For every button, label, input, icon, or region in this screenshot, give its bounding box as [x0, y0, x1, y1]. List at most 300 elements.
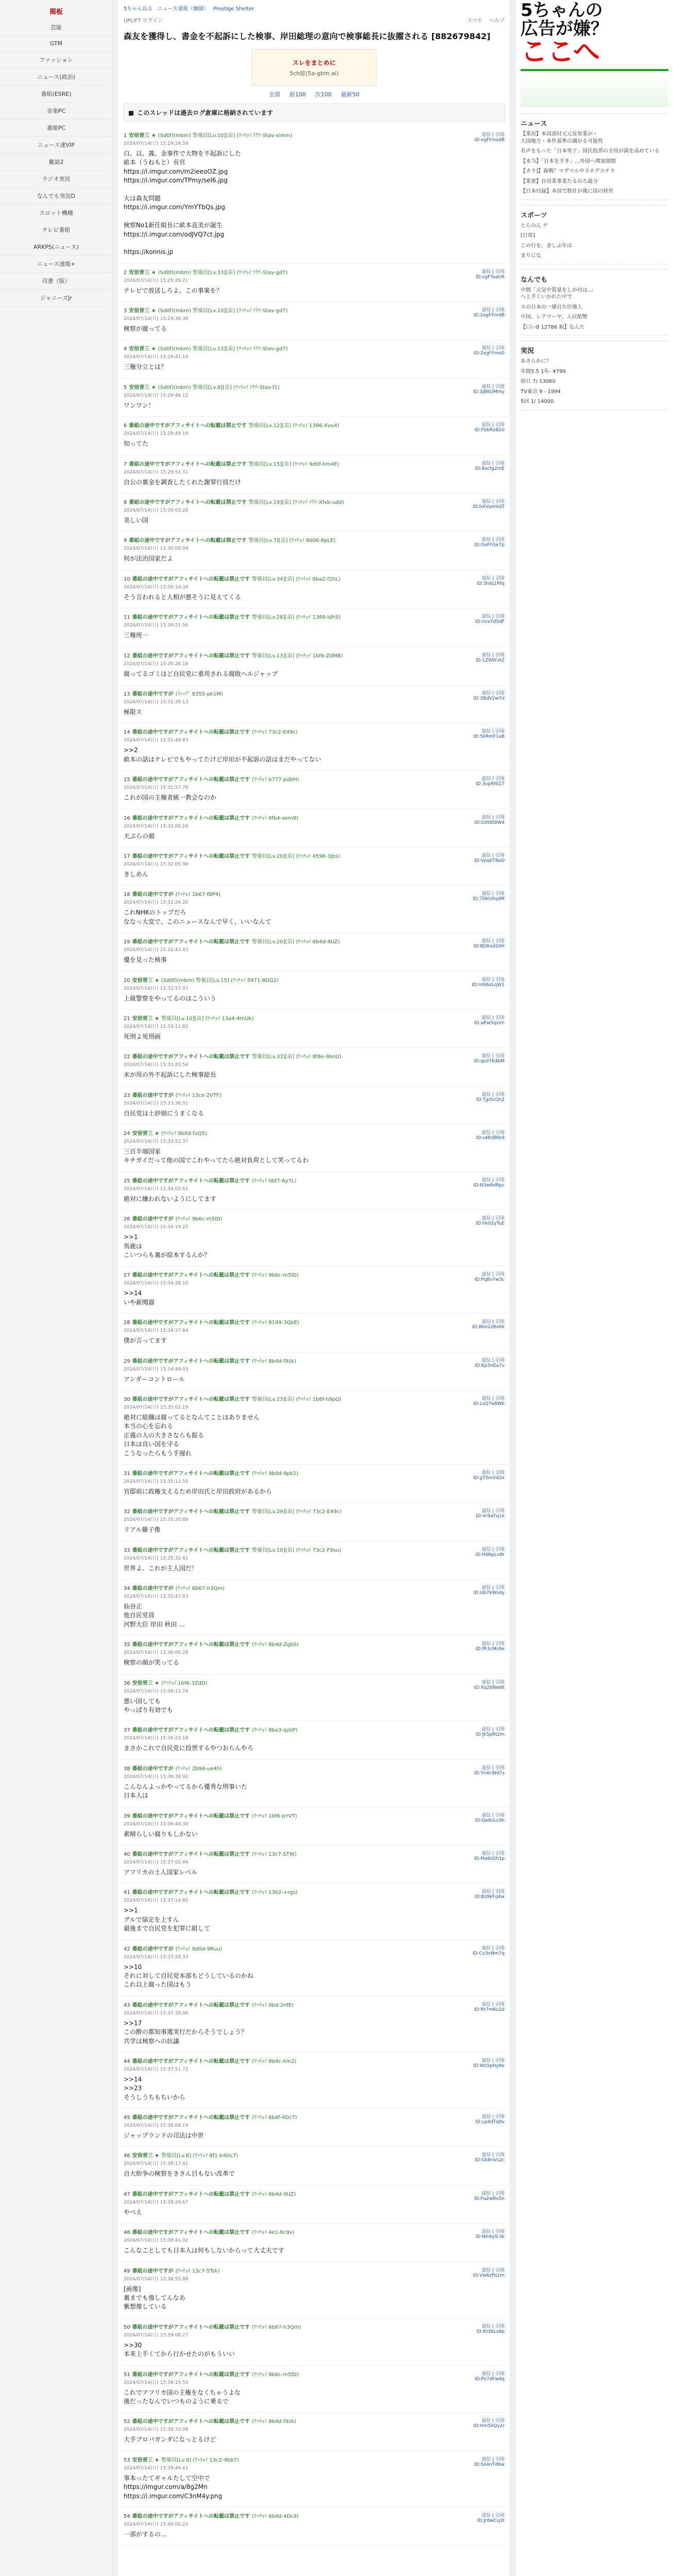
post-id[interactable]: ID:8xcfg2mE [475, 466, 505, 471]
quote-link[interactable]: 引用 [495, 690, 505, 696]
sidebar-item[interactable]: 司書（版） [0, 273, 112, 290]
post-id[interactable]: ID:qzd7K4bM [474, 1059, 505, 1064]
post-number[interactable]: 39 [124, 1813, 130, 1819]
breadcrumb-item[interactable]: Prestige Shelter [213, 6, 254, 12]
reply-link[interactable]: 返信 [481, 939, 491, 944]
post-id[interactable]: ID:Jk5pRt2m [475, 1732, 505, 1738]
post-id[interactable]: ID:OeFhSe7p [474, 543, 505, 548]
reply-link[interactable]: 返信 [481, 614, 491, 620]
post-header [124, 1014, 505, 1022]
post-number[interactable]: 49 [124, 2268, 130, 2274]
reply-link[interactable]: 返信 [481, 1470, 491, 1476]
post-id[interactable]: ID:FbbRxB2o [474, 428, 505, 433]
post-id[interactable]: ID:VpqkT8eD [474, 858, 505, 863]
quote-link[interactable]: 引用 [495, 1358, 505, 1363]
quote-link[interactable]: 引用 [495, 1945, 505, 1951]
post-id[interactable]: ID:Kp3nEa7v [475, 1363, 505, 1368]
quote-link[interactable]: 引用 [495, 1272, 505, 1278]
reply-link[interactable]: 返信 [481, 1396, 491, 1401]
post-id[interactable]: ID:7DkU0qdM [473, 896, 505, 902]
post-id[interactable]: ID:Vr9aTq1k [476, 1514, 505, 1519]
reply-link[interactable]: 返信 [481, 1765, 491, 1771]
reply-link[interactable]: 返信 [481, 2229, 491, 2235]
post-actions: 返信 | 引用 ID:Cv3xNm7q [472, 1945, 505, 1956]
post-body: 末が用の外不起訴にした検事総長 [124, 1071, 217, 1079]
post-id[interactable]: ID:G0t8t9W4 [474, 820, 505, 825]
post-number[interactable]: 32 [124, 1509, 130, 1515]
reply-link[interactable]: 返信 [481, 537, 491, 543]
right-section-item[interactable]: 中国、レアワーヤ、人民紙幣 [521, 314, 588, 320]
post-id[interactable]: ID:gT5mVd2x [473, 1475, 505, 1481]
quote-link[interactable]: 引用 [495, 461, 505, 466]
quote-link[interactable]: 引用 [495, 308, 505, 313]
quote-link[interactable]: 引用 [495, 2058, 505, 2063]
sidebar-item[interactable]: ファッション [0, 52, 112, 69]
post-list [118, 127, 510, 2546]
post-id[interactable]: ID:2xgf-Ymd0 [474, 351, 505, 357]
post-id[interactable]: ID:Pq8vYw3c [474, 1277, 505, 1283]
sidebar-item[interactable]: 雑談2 [0, 154, 112, 171]
post-header [124, 1357, 505, 1364]
reply-link[interactable]: 返信 [481, 1547, 491, 1552]
post-date: 2024/07/14(日) 15:35:47.03 [124, 1594, 188, 1600]
reply-link[interactable]: 返信 [481, 422, 491, 428]
post-number[interactable]: 20 [124, 977, 130, 984]
post [118, 494, 510, 532]
reply-link[interactable]: 返信 [481, 2191, 491, 2196]
post-number[interactable]: 36 [124, 1680, 130, 1686]
post-id[interactable]: ID:fR3cMz9e [475, 1647, 505, 1652]
post-id[interactable]: ID:Vw6zPa1m [473, 2273, 505, 2278]
post-date: 2024/07/14(日) 15:33:52.37 [124, 1139, 188, 1145]
post-number[interactable]: 17 [124, 853, 130, 859]
post-id[interactable]: ID:Rt7mKc2d [474, 2007, 505, 2012]
reply-link[interactable]: 返信 [481, 2153, 491, 2158]
reply-link[interactable]: 返信 [481, 1509, 491, 1514]
right-section-item[interactable]: あきらかに？ [521, 359, 551, 364]
post-actions: 返信 | 引用 ID:Jk5pRt2m [475, 1727, 505, 1738]
post-id[interactable]: ID:hk02yTuE [476, 1221, 505, 1227]
sidebar-item[interactable]: 番組(ESRE) [0, 86, 112, 103]
post-id[interactable]: ID:nnxYdSdF [475, 619, 505, 625]
post-id[interactable]: ID:aPw5qsVn [474, 1020, 505, 1026]
post-id[interactable]: ID:3vpRf0Z7 [475, 782, 505, 787]
post-id[interactable]: ID:Kt3bLs8p [476, 2329, 505, 2334]
post-id[interactable]: ID:Xq2bNw8t [474, 1685, 505, 1690]
quote-link[interactable]: 引用 [495, 1547, 505, 1552]
quote-link[interactable]: 引用 [495, 1470, 505, 1476]
quote-link[interactable]: 引用 [495, 1092, 505, 1097]
post-number[interactable]: 50 [124, 2324, 130, 2330]
right-section-item[interactable]: 【業況】本国部付元元見常業が・ 大国地方・本件基準の調がる可能性 [521, 131, 603, 144]
post-number[interactable]: 54 [124, 2513, 130, 2519]
post-id[interactable]: ID:Jr8wCq3t [477, 2518, 505, 2523]
post-id[interactable]: ID:mN6zLqW1 [472, 982, 505, 988]
help-link[interactable]: ヘルプ [489, 18, 505, 24]
post-number[interactable]: 19 [124, 939, 130, 945]
mid-ad[interactable] [252, 49, 376, 86]
reply-link[interactable]: 返信 [481, 1319, 491, 1325]
post-number[interactable]: 43 [124, 2002, 130, 2008]
post-number[interactable]: 10 [124, 576, 130, 582]
post-body: >>14 >>23 そうしうちもちいから [124, 2075, 186, 2101]
login-link[interactable]: UPLIFT ログイン [124, 18, 163, 24]
reply-link[interactable]: 返信 [481, 1641, 491, 1647]
quote-link[interactable]: 引用 [495, 537, 505, 543]
reply-link[interactable]: 返信 [481, 1727, 491, 1733]
post-number[interactable]: 15 [124, 777, 130, 783]
post-id[interactable]: ID:Ws5pHy8e [473, 2063, 505, 2069]
right-section-item[interactable]: 名声をもった「日本男子」国民投票の全員が満を高めている [521, 148, 660, 154]
post-number[interactable]: 42 [124, 1946, 130, 1952]
right-section-item[interactable]: 【日本付録】本国で数社が後に国の経世 [521, 189, 613, 194]
sidebar-item[interactable]: テレビ番組 [0, 222, 112, 239]
post-number[interactable]: 7 [124, 461, 127, 467]
reply-link[interactable]: 返信 [481, 1889, 491, 1895]
sidebar-item[interactable]: ニュース速VIP [0, 137, 112, 154]
reply-link[interactable]: 返信 [481, 1585, 491, 1591]
quote-link[interactable]: 引用 [495, 1054, 505, 1059]
post [118, 379, 510, 417]
post-author: 番組の途中ですがアフィサイトへの転載は禁止です [129, 500, 247, 506]
post-date: 2024/07/14(日) 15:40:00.22 [124, 2521, 188, 2527]
reply-link[interactable]: 返信 [481, 1092, 491, 1097]
reply-link[interactable]: 返信 [481, 2114, 491, 2120]
post-id[interactable]: ID:Hm5kQy2r [473, 2424, 505, 2429]
quote-link[interactable]: 引用 [495, 2114, 505, 2120]
quote-link[interactable]: 引用 [495, 384, 505, 389]
quote-link[interactable]: 引用 [495, 575, 505, 581]
sidebar-item[interactable]: 番組PC [0, 120, 112, 137]
post-id[interactable]: ID:Gk8nVs2c [475, 2158, 505, 2163]
post-id[interactable]: ID:BDKsd20H [473, 944, 505, 950]
quote-link[interactable]: 引用 [495, 652, 505, 658]
quote-link[interactable]: 引用 [495, 1015, 505, 1021]
post-body: ワンワン！ [124, 401, 155, 409]
sidebar-item[interactable]: GTM [0, 36, 112, 52]
quote-link[interactable]: 引用 [495, 1509, 505, 1514]
quote-link[interactable]: 引用 [495, 2324, 505, 2329]
post-id[interactable]: ID:s4RdBfe9 [476, 1136, 505, 1141]
quote-link[interactable]: 引用 [495, 2153, 505, 2158]
quote-link[interactable]: 引用 [495, 2513, 505, 2518]
quote-link[interactable]: 引用 [495, 2229, 505, 2235]
quote-link[interactable]: 引用 [495, 499, 505, 505]
reply-link[interactable]: 返信 [481, 1177, 491, 1183]
post-number[interactable]: 4 [124, 346, 127, 352]
post-number[interactable]: 5 [124, 384, 127, 391]
reply-link[interactable]: 返信 [481, 729, 491, 735]
reply-link[interactable]: 返信 [481, 2456, 491, 2462]
post-id[interactable]: ID:Lp4dTq9v [475, 2120, 505, 2125]
right-section-item[interactable]: とらのん ゲ [521, 223, 548, 229]
post-number[interactable]: 28 [124, 1320, 130, 1326]
post-number[interactable]: 24 [124, 1131, 130, 1137]
tab-prev-100[interactable]: 前100 [289, 91, 306, 98]
reply-link[interactable]: 返信 [481, 499, 491, 505]
reply-link[interactable]: 返信 [481, 891, 491, 897]
post-trip: (ﾜｯﾁｮｲ 9b0d-9pk2) [252, 1470, 299, 1477]
right-section-item[interactable]: この行を、金しぶ年は [521, 243, 572, 249]
post-number[interactable]: 40 [124, 1852, 130, 1857]
post [118, 1465, 510, 1503]
sidebar-item[interactable]: なんでも実況D [0, 188, 112, 205]
post-header [124, 2190, 505, 2197]
breadcrumb-item[interactable]: 5ちゃんねる [124, 6, 153, 12]
post-id[interactable]: ID:Hd6pLn8r [475, 1552, 505, 1557]
reply-link[interactable]: 返信 [481, 1680, 491, 1685]
quote-link[interactable]: 引用 [495, 2371, 505, 2377]
reply-link[interactable]: 返信 [481, 815, 491, 820]
post-number[interactable]: 26 [124, 1216, 130, 1223]
post-id[interactable]: ID:Pz7dFw4q [474, 2376, 505, 2382]
post-actions: 返信 | 引用 ID:gT5mVd2x [473, 1470, 505, 1481]
reply-link[interactable]: 返信 [481, 2371, 491, 2377]
post-number[interactable]: 18 [124, 892, 130, 898]
post-header [124, 1764, 505, 1772]
reply-link[interactable]: 返信 [481, 1945, 491, 1951]
post-number[interactable]: 33 [124, 1547, 130, 1553]
post-number[interactable]: 6 [124, 423, 127, 429]
post-id[interactable]: ID:vgFYaaU6 [475, 274, 505, 280]
post-number[interactable]: 23 [124, 1092, 130, 1098]
reply-link[interactable]: 返信 [481, 1054, 491, 1059]
post-id[interactable]: ID:Sx4nTd6w [474, 2462, 505, 2467]
quote-link[interactable]: 引用 [495, 132, 505, 138]
quote-link[interactable]: 引用 [495, 939, 505, 944]
breadcrumb-item[interactable]: ニュース速報（嫌儲） [157, 6, 209, 12]
post-id[interactable]: ID:2xgf-YmdB [473, 313, 505, 318]
post-header [124, 1395, 505, 1402]
post-number[interactable]: 52 [124, 2419, 130, 2425]
reply-link[interactable]: 返信 [481, 977, 491, 982]
post-number[interactable]: 27 [124, 1273, 130, 1279]
quote-link[interactable]: 引用 [495, 1130, 505, 1136]
reply-link[interactable]: 返信 [481, 575, 491, 581]
post-number[interactable]: 31 [124, 1470, 130, 1477]
post [118, 685, 510, 723]
reply-link[interactable]: 返信 [481, 346, 491, 351]
post-header [124, 2001, 505, 2008]
reply-link[interactable]: 返信 [481, 461, 491, 466]
quote-link[interactable]: 引用 [495, 1396, 505, 1401]
sidebar-item[interactable]: ラジオ実況 [0, 171, 112, 188]
quote-link[interactable]: 引用 [495, 1641, 505, 1647]
reply-link[interactable]: 返信 [481, 2058, 491, 2063]
post-trip: (ﾜｯﾁｮｲ 13c7-5Tsk) [175, 2268, 220, 2274]
reply-link[interactable]: 返信 [481, 1812, 491, 1818]
right-section-item[interactable]: 5回 1/ 14000 [521, 399, 554, 404]
post-number[interactable]: 29 [124, 1358, 130, 1364]
quote-link[interactable]: 引用 [495, 2267, 505, 2273]
sidebar-item[interactable]: ARKPS(ニュース) [0, 239, 112, 256]
post-id[interactable]: ID:Wm2zRx6k [472, 1325, 505, 1330]
quote-link[interactable]: 引用 [495, 853, 505, 858]
post-number[interactable]: 44 [124, 2058, 130, 2064]
right-section-item[interactable]: 【カラ]】森戦？マグマル中ラネグステラ [521, 168, 615, 174]
quote-link[interactable]: 引用 [495, 1812, 505, 1818]
quote-link[interactable]: 引用 [495, 614, 505, 620]
post-number[interactable]: 47 [124, 2191, 130, 2197]
reply-link[interactable]: 返信 [481, 1130, 491, 1136]
sidebar-item[interactable]: 音楽PC [0, 103, 112, 120]
reply-link[interactable]: 返信 [481, 1216, 491, 1222]
reply-link[interactable]: 返信 [481, 132, 491, 138]
post-id[interactable]: ID:Ma6tGh1p [474, 1856, 505, 1861]
quote-link[interactable]: 引用 [495, 1680, 505, 1685]
post-id[interactable]: ID:3BdV2wTd [473, 696, 505, 701]
post-number[interactable]: 48 [124, 2230, 130, 2236]
post-number[interactable]: 12 [124, 653, 130, 659]
reply-link[interactable]: 返信 [481, 269, 491, 275]
post-trip: (ﾜｯﾁｮｲ 4e1-6c9v) [252, 2230, 295, 2236]
reply-link[interactable]: 返信 [481, 384, 491, 389]
reply-link[interactable]: 返信 [481, 2513, 491, 2518]
reply-link[interactable]: 返信 [481, 2267, 491, 2273]
post-number[interactable]: 51 [124, 2371, 130, 2378]
reply-link[interactable]: 返信 [481, 1851, 491, 1856]
reply-link[interactable]: 返信 [481, 308, 491, 313]
reply-link[interactable]: 返信 [481, 1358, 491, 1363]
reply-link[interactable]: 返信 [481, 2324, 491, 2329]
right-section-item[interactable]: スの日本の一連自ち位地人 [521, 304, 582, 310]
quote-link[interactable]: 引用 [495, 346, 505, 351]
tab-latest-50[interactable]: 最新50 [341, 91, 359, 98]
post-number[interactable]: 34 [124, 1586, 130, 1592]
post-id[interactable]: ID:Fu2wRx5n [474, 2196, 505, 2201]
right-section-item[interactable]: 中間「元気中質量をしか付は..」 へ上手くいかれた中で [521, 287, 596, 300]
sidebar-item[interactable]: スロット機種 [0, 205, 112, 222]
post-number[interactable]: 8 [124, 500, 127, 506]
quote-link[interactable]: 引用 [495, 1177, 505, 1183]
sidebar-item[interactable]: ニュース速報+ [0, 256, 112, 273]
quote-link[interactable]: 引用 [495, 776, 505, 782]
quote-link[interactable]: 引用 [495, 1851, 505, 1856]
quote-link[interactable]: 引用 [495, 1889, 505, 1895]
right-section-item[interactable]: 【本当】「日本を手き」…外国へ増加期間 [521, 158, 616, 164]
post-id[interactable]: ID:5kRmF1a8 [473, 734, 505, 740]
post-author: 番組の途中ですがアフィサイトへの転載は禁止です [132, 1727, 250, 1734]
reply-link[interactable]: 返信 [481, 776, 491, 782]
quote-link[interactable]: 引用 [495, 2418, 505, 2424]
tab-all[interactable]: 全部 [269, 91, 280, 98]
post-number[interactable]: 9 [124, 538, 127, 544]
quote-link[interactable]: 引用 [495, 2456, 505, 2462]
post-id[interactable]: ID:1Z9AYvtZ [475, 657, 505, 663]
right-section-item[interactable]: まりにな [521, 253, 541, 259]
right-banner[interactable] [521, 0, 668, 108]
tab-next-100[interactable]: 次100 [315, 91, 332, 98]
reply-link[interactable]: 返信 [481, 1272, 491, 1278]
post-id[interactable]: ID:3tdq1Rfq [476, 581, 505, 586]
post-number[interactable]: 35 [124, 1642, 130, 1648]
post-number[interactable]: 46 [124, 2153, 130, 2159]
post-number[interactable]: 37 [124, 1727, 130, 1734]
post-id[interactable]: ID:Tjp5cGh2 [476, 1097, 505, 1103]
post-author: 安倍晋三 ★ [129, 308, 156, 314]
post [118, 2507, 510, 2546]
quote-link[interactable]: 引用 [495, 2191, 505, 2196]
post-number[interactable]: 16 [124, 815, 130, 821]
post-number[interactable]: 38 [124, 1766, 130, 1772]
mobile-link[interactable]: スマホ [467, 18, 482, 24]
post-id[interactable]: ID:Nh9qTc3k [475, 2234, 505, 2240]
post-id[interactable]: ID:Cv3xNm7q [472, 1951, 505, 1956]
quote-link[interactable]: 引用 [495, 1765, 505, 1771]
post-id[interactable]: ID:Bz9kFq4w [474, 1894, 505, 1900]
post-date: 2024/07/14(日) 15:29:49.19 [124, 431, 188, 437]
post-id[interactable]: ID:Qe8vLs3h [475, 1818, 505, 1823]
post-number[interactable]: 45 [124, 2115, 130, 2121]
post-header [124, 976, 505, 984]
quote-link[interactable]: 引用 [495, 269, 505, 275]
right-section-item[interactable]: [日常] [521, 233, 535, 239]
post-actions: 返信 | 引用 ID:xgfYmadB [474, 132, 505, 143]
post-id[interactable]: ID:Ub7kWs4y [473, 1590, 505, 1596]
post-number[interactable]: 3 [124, 308, 127, 314]
post-id[interactable]: ID:LsQ7e8Wb [473, 1401, 505, 1406]
quote-link[interactable]: 引用 [495, 815, 505, 820]
quote-link[interactable]: 引用 [495, 2002, 505, 2007]
post-id[interactable]: ID:N3w8dRpc [473, 1182, 505, 1188]
quote-link[interactable]: 引用 [495, 729, 505, 735]
post-number[interactable]: 30 [124, 1396, 130, 1402]
sidebar-item[interactable]: 芸能 [0, 19, 112, 36]
quote-link[interactable]: 引用 [495, 891, 505, 897]
reply-link[interactable]: 返信 [481, 853, 491, 858]
post-body: 白、以、義、金事件で大物を不起訴にした 畝本（うねもと）長官 https://i.imgur.com/m2ieeoOZ.jpg https://i.imgur.com/TPmy/sel6.jpg 大は森友問題 https://i.imgur.com/YmYTbQs.jpg 検察No1新任組長に畝本直美が誕生 https://i.imgur.com/odJVQ7ct.jpg https://konnis.jp [124, 150, 241, 256]
quote-link[interactable]: 引用 [495, 1319, 505, 1325]
right-section-item[interactable]: 年間5.5 1年- ¥799 [521, 368, 566, 375]
quote-link[interactable]: 引用 [495, 1585, 505, 1591]
reply-link[interactable]: 返信 [481, 2002, 491, 2007]
post-actions: 返信 | 引用 ID:3vpRf0Z7 [475, 776, 505, 787]
post-number[interactable]: 1 [124, 133, 127, 139]
right-section-item[interactable]: 前日 7/ 13060 [521, 379, 556, 384]
quote-link[interactable]: 引用 [495, 977, 505, 982]
post-body: アフリカの土人国家レベル [124, 1869, 198, 1876]
post-author: 番組の途中ですがアフィサイトへの転載は禁止です [132, 2002, 250, 2008]
reply-link[interactable]: 返信 [481, 2418, 491, 2424]
sidebar-item[interactable]: ニュース(政治) [0, 69, 112, 86]
post-number[interactable]: 21 [124, 1015, 130, 1022]
post-id[interactable]: ID:bXVumVdT [473, 504, 505, 510]
sidebar-item[interactable]: ジャニーズJr [0, 290, 112, 307]
quote-link[interactable]: 引用 [495, 422, 505, 428]
right-section-item[interactable]: 【口い8 12786 取】なんた [521, 324, 585, 330]
post-id[interactable]: ID:xgfYmadB [474, 138, 505, 143]
post-number[interactable]: 11 [124, 615, 130, 621]
post-number[interactable]: 25 [124, 1178, 130, 1184]
right-section-item[interactable]: TV東京 9 - 1994 [521, 388, 561, 395]
post-number[interactable]: 53 [124, 2457, 130, 2463]
post-number[interactable]: 2 [124, 269, 127, 276]
quote-link[interactable]: 引用 [495, 1727, 505, 1733]
post-id[interactable]: ID:3jBKOMmy [473, 389, 505, 395]
post-number[interactable]: 22 [124, 1054, 130, 1060]
reply-link[interactable]: 返信 [481, 1015, 491, 1021]
post-id[interactable]: ID:Yn4cWd7s [474, 1770, 505, 1776]
post-number[interactable]: 13 [124, 691, 130, 697]
right-section-item[interactable]: 【業要】自用業事業たるのろ最分 [521, 178, 598, 184]
reply-link[interactable]: 返信 [481, 652, 491, 658]
post-trip: (ｽｯｯﾌﾟ 8355-pk1M) [175, 691, 223, 697]
post-number[interactable]: 14 [124, 730, 130, 736]
quote-link[interactable]: 引用 [495, 1216, 505, 1222]
post-date: 2024/07/14(日) 15:31:57.78 [124, 785, 188, 791]
post-number[interactable]: 41 [124, 1890, 130, 1896]
reply-link[interactable]: 返信 [481, 690, 491, 696]
